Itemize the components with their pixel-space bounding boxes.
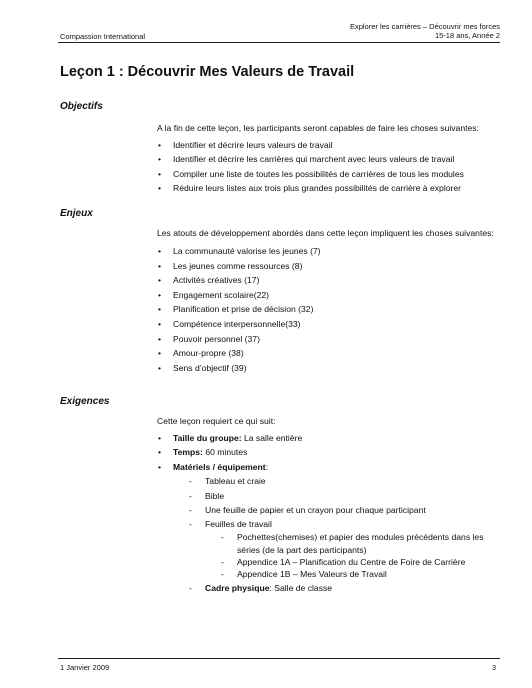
list-item (157, 445, 502, 460)
list-item: • Identifier et décrire leurs valeurs de travail (157, 138, 502, 153)
time-label: Temps: (173, 447, 203, 458)
setting-value: : Salle de classe (269, 582, 333, 593)
objectifs-section (157, 121, 502, 196)
worksheets-label: Feuilles de travail (205, 518, 272, 529)
materials-suffix: : (265, 461, 269, 472)
group-size-value: La salle entière (241, 432, 303, 443)
group-size-label: Taille du groupe: (173, 432, 242, 443)
list-item (157, 431, 502, 446)
list-item: • Pouvoir personnel (37) (157, 332, 502, 347)
list-item: • Activités créatives (17) (157, 273, 502, 288)
list-item (157, 460, 502, 595)
enjeux-intro: Les atouts de développement abordés dans cette leçon impliquent les choses suivantes: (157, 228, 494, 238)
list-item: • Réduire leurs listes aux trois plus grandes possibilités de carrière à explorer (157, 181, 502, 196)
list-item (189, 517, 502, 581)
list-item: - Pochettes(chemises) et papier des modules précédents dans les séries (de la part des participants) (221, 531, 502, 556)
list-item: - Bible (189, 489, 502, 503)
list-item (189, 581, 502, 595)
materials-list (173, 474, 502, 595)
exigences-intro: Cette leçon requiert ce qui suit: (157, 416, 276, 426)
header-organization: Compassion International (60, 32, 146, 41)
footer-divider (58, 658, 500, 659)
header-course-level: 15-18 ans, Année 2 (434, 31, 500, 40)
list-item: - Appendice 1B – Mes Valeurs de Travail (221, 568, 502, 580)
section-heading-exigences: Exigences (60, 396, 110, 407)
list-item: • Amour-propre (38) (157, 346, 502, 361)
exigences-list (157, 431, 502, 595)
list-item: - Appendice 1A – Planification du Centre de Foire de Carrière (221, 556, 502, 568)
list-item: • Engagement scolaire(22) (157, 288, 502, 303)
objectifs-list (157, 138, 502, 196)
list-item: • Identifier et décrire les carrières qui marchent avec leurs valeurs de travail (157, 152, 502, 167)
list-item: • Compiler une liste de toutes les possibilités de carrières de tous les modules (157, 167, 502, 182)
list-item: • La communauté valorise les jeunes (7) (157, 244, 502, 259)
list-item: - Tableau et craie (189, 474, 502, 488)
list-item: • Sens d’objectif (39) (157, 361, 502, 376)
section-heading-objectifs: Objectifs (60, 101, 103, 112)
section-heading-enjeux: Enjeux (60, 208, 93, 219)
list-item: • Les jeunes comme ressources (8) (157, 259, 502, 274)
enjeux-section (157, 228, 502, 375)
enjeux-list (157, 244, 502, 375)
header-divider (58, 42, 500, 43)
objectifs-intro: A la fin de cette leçon, les participants seront capables de faire les choses suivantes: (157, 123, 479, 133)
header-course-info (350, 22, 500, 40)
setting-label: Cadre physique (205, 582, 270, 593)
materials-label: Matériels / équipement (173, 461, 266, 472)
footer-date: 1 Janvier 2009 (60, 663, 110, 672)
header-course-title: Explorer les carrières – Découvrir mes forces (349, 22, 500, 31)
exigences-section (157, 414, 502, 595)
list-item: • Planification et prise de décision (32) (157, 302, 502, 317)
worksheets-list (205, 531, 502, 581)
page-number: 3 (491, 663, 496, 672)
list-item: • Compétence interpersonnelle(33) (157, 317, 502, 332)
time-value: 60 minutes (202, 447, 248, 458)
lesson-title: Leçon 1 : Découvrir Mes Valeurs de Travail (60, 64, 355, 80)
list-item: - Une feuille de papier et un crayon pour chaque participant (189, 503, 502, 517)
